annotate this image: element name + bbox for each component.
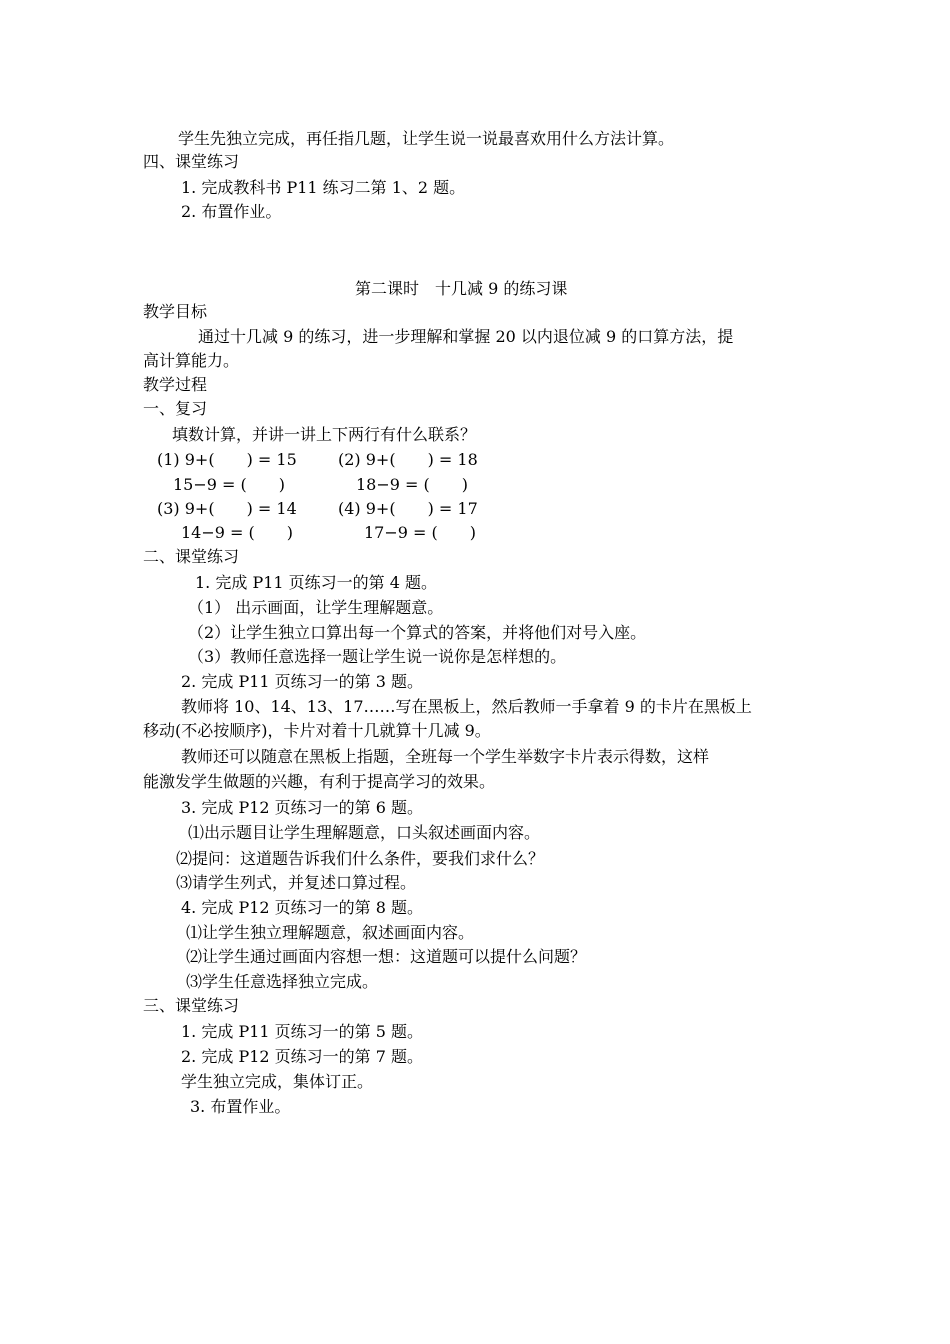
list-item: 2. 完成 P12 页练习一的第 7 题。 [181,1047,424,1066]
section-heading: 二、课堂练习 [143,547,240,566]
list-item: 3. 布置作业。 [190,1097,291,1116]
list-item: 2. 布置作业。 [181,202,282,221]
text-line: 通过十几减 9 的练习，进一步理解和掌握 20 以内退位减 9 的口算方法，提 [198,327,734,346]
equation: 14−9 = ( ) [181,523,294,542]
list-item: 1. 完成教科书 P11 练习二第 1、2 题。 [181,178,466,197]
list-item: ⑵提问：这道题告诉我们什么条件，要我们求什么？ [176,849,545,868]
list-item: （3）教师任意选择一题让学生说一说你是怎样想的。 [188,647,567,666]
list-item: （1） 出示画面，让学生理解题意。 [188,598,444,617]
section-heading: 一、复习 [143,399,208,418]
text-line: 教师将 10、14、13、17……写在黑板上，然后教师一手拿着 9 的卡片在黑板上 [181,697,752,716]
section-heading: 教学目标 [143,302,208,321]
list-item: ⑶学生任意选择独立完成。 [186,972,379,991]
list-item: （2）让学生独立口算出每一个算式的答案，并将他们对号入座。 [188,623,647,642]
equation: 18−9 = ( ) [356,475,469,494]
list-item: 2. 完成 P11 页练习一的第 3 题。 [181,672,424,691]
list-item: ⑴出示题目让学生理解题意，口头叙述画面内容。 [188,823,541,842]
list-item: ⑶请学生列式，并复述口算过程。 [176,873,417,892]
text-line: 高计算能力。 [143,351,240,370]
equation: (1) 9+( ) = 15 [157,450,297,469]
lesson-title: 第二课时 十几减 9 的练习课 [355,279,568,298]
equation: (3) 9+( ) = 14 [157,499,297,518]
list-item: 1. 完成 P11 页练习一的第 4 题。 [195,573,438,592]
equation: 15−9 = ( ) [173,475,286,494]
text-line: 移动(不必按顺序)，卡片对着十几就算十几减 9。 [143,721,491,740]
text-line: 填数计算，并讲一讲上下两行有什么联系？ [172,425,477,444]
list-item: ⑴让学生独立理解题意，叙述画面内容。 [186,923,475,942]
equation: 17−9 = ( ) [364,523,477,542]
section-heading: 教学过程 [143,375,208,394]
list-item: 4. 完成 P12 页练习一的第 8 题。 [181,898,424,917]
section-heading: 三、课堂练习 [143,996,240,1015]
text-line: 能激发学生做题的兴趣，有利于提高学习的效果。 [143,772,496,791]
list-item: ⑵让学生通过画面内容想一想：这道题可以提什么问题？ [186,947,587,966]
text-line: 学生先独立完成，再任指几题，让学生说一说最喜欢用什么方法计算。 [178,129,675,148]
text-line: 学生独立完成，集体订正。 [181,1072,374,1091]
equation: (4) 9+( ) = 17 [338,499,478,518]
list-item: 3. 完成 P12 页练习一的第 6 题。 [181,798,424,817]
text-line: 教师还可以随意在黑板上指题，全班每一个学生举数字卡片表示得数，这样 [181,747,710,766]
section-heading: 四、课堂练习 [143,152,240,171]
equation: (2) 9+( ) = 18 [338,450,478,469]
list-item: 1. 完成 P11 页练习一的第 5 题。 [181,1022,424,1041]
